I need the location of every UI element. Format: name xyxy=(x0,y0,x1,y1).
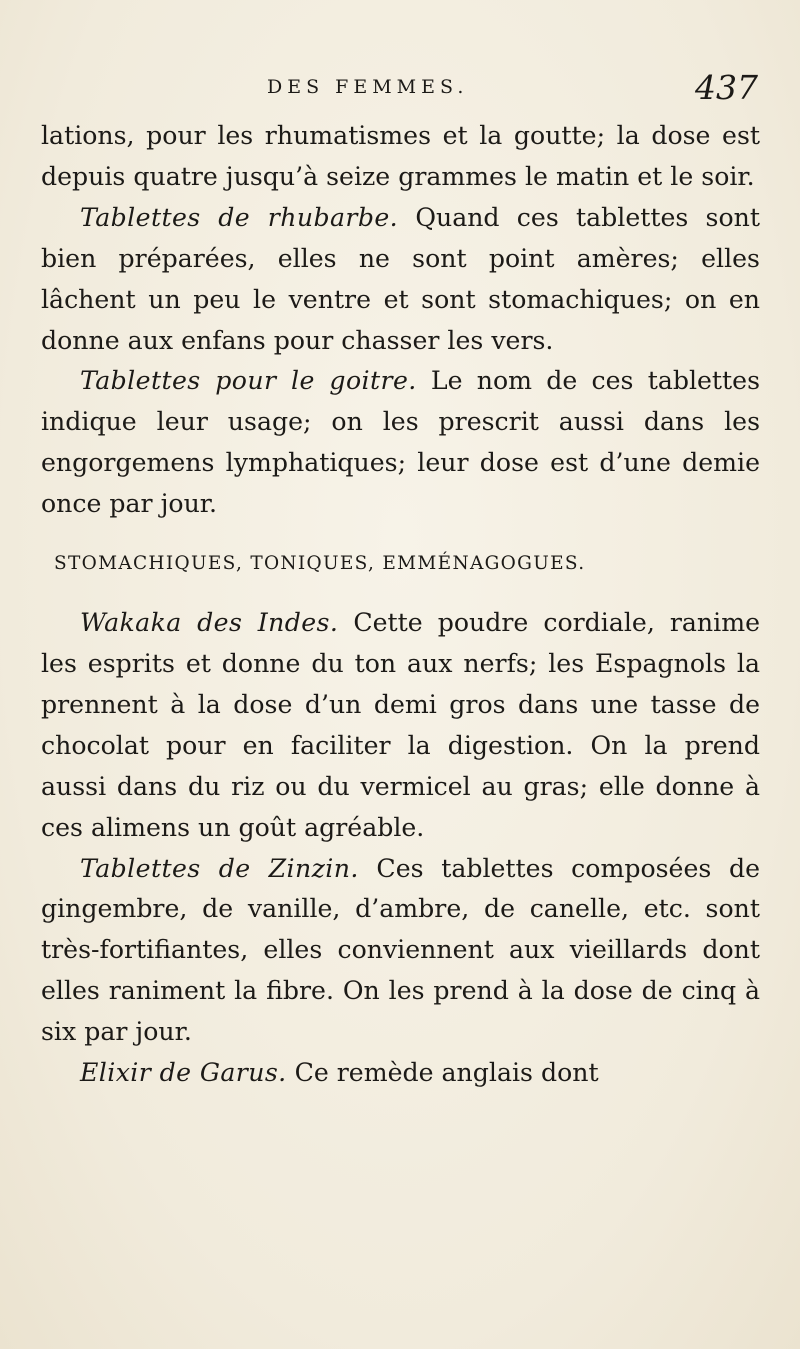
paragraph-continuation xyxy=(41,116,760,198)
section-heading: STOMACHIQUES, TONIQUES, EMMÉNAGOGUES. xyxy=(54,553,586,575)
page-number: 437 xyxy=(695,68,758,107)
running-head xyxy=(41,66,760,116)
paragraph-text: Quand ces tablettes sont bien préparées, elles ne sont point amères; elles lâchent un peu le ventre et sont stomachiques; on en donne aux enfans pour chasser les vers. xyxy=(41,202,760,355)
paragraph-text: Ces tablettes composées de gingembre, de vanille, d’ambre, de canelle, etc. sont très-fortifiantes, elles conviennent aux vieillards dont elles raniment la fibre. On les prend à la dose de cinq à six par jour. xyxy=(41,853,760,1047)
entry-heading: Wakaka des Indes. xyxy=(80,608,339,638)
entry-heading: Tablettes de rhubarbe. xyxy=(80,202,399,232)
running-title: DES FEMMES. xyxy=(267,76,469,98)
paragraph-goitre-tablets xyxy=(41,361,760,525)
paragraph-text: Cette poudre cordiale, ranime les esprits et donne du ton aux nerfs; les Espagnols la prennent à la dose d’un demi gros dans une tasse de chocolat pour en faciliter la digestion. On la prend aussi dans du riz ou du vermicel au gras; elle donne à ces alimens un goût agréable. xyxy=(41,608,760,842)
entry-heading: Tablettes pour le goitre. xyxy=(80,366,417,396)
paragraph-rhubarb-tablets xyxy=(41,198,760,362)
paragraph-wakaka xyxy=(41,603,760,848)
paragraph-garus-elixir xyxy=(41,1053,760,1094)
paragraph-text: lations, pour les rhumatismes et la goutte; la dose est depuis quatre jusqu’à seize grammes le matin et le soir. xyxy=(41,121,760,191)
paragraph-text: Le nom de ces tablettes indique leur usage; on les prescrit aussi dans les engorgemens lymphatiques; leur dose est d’une demie once par jour. xyxy=(41,366,760,519)
entry-heading: Tablettes de Zinzin. xyxy=(80,853,359,883)
entry-heading: Elixir de Garus. xyxy=(80,1058,287,1088)
paragraph-text: Ce remède anglais dont xyxy=(286,1058,599,1088)
paragraph-zinzin-tablets xyxy=(41,849,760,1054)
body-text xyxy=(41,116,760,1094)
